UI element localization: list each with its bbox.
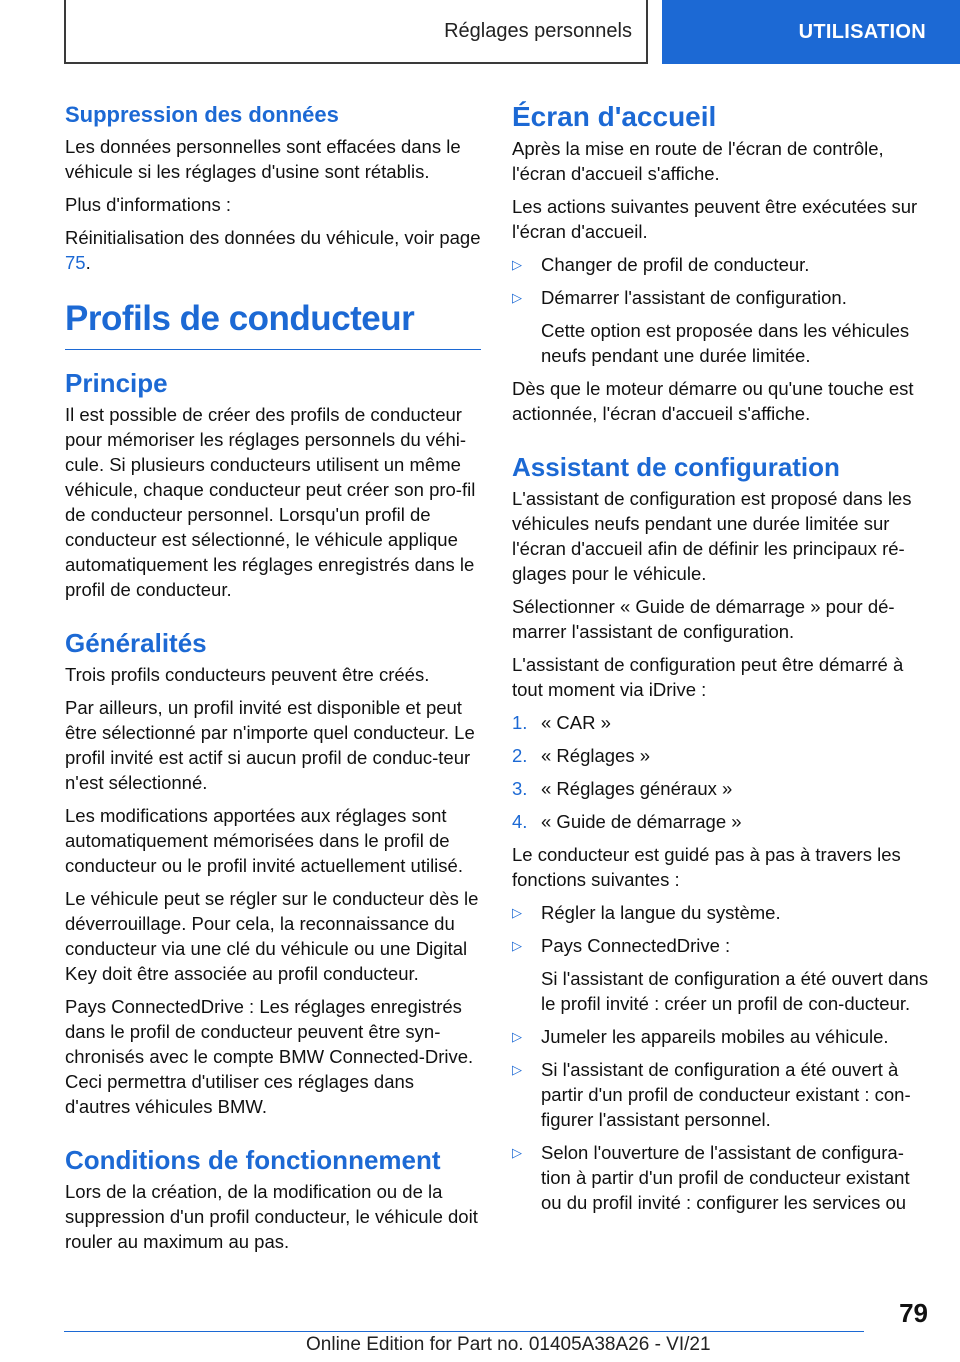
step-text: « Réglages généraux » [541,778,733,799]
triangle-bullet-icon: ▷ [512,290,522,305]
step-item [512,710,932,735]
spacer [65,1127,481,1143]
step-item [512,743,932,768]
list-item-text: Changer de profil de conducteur. [541,254,810,275]
footer-divider [64,1331,864,1332]
spacer [65,610,481,626]
triangle-bullet-icon: ▷ [512,905,522,920]
generalites-heading: Généralités [65,628,207,658]
footer-edition: Online Edition for Part no. 01405A38A26 - VI/21 [306,1334,711,1355]
generalites-para-3: Les modifications apportées aux réglages sont automatiquement mémorisées dans le profil de conducteur ou le profil invité actuellement utilisé. [65,805,463,876]
list-item [512,933,932,958]
principe-heading: Principe [65,368,168,398]
list-item-text: Régler la langue du système. [541,902,781,923]
spacer [512,434,932,450]
header-section [64,0,648,64]
list-item-text: Selon l'ouverture de l'assistant de configura‐tion à partir d'un profil de conducteur existant ou du profil invité : configurer les services ou [541,1142,910,1213]
list-item [512,1140,932,1215]
step-number: 4. [512,811,528,832]
spacer [65,350,481,366]
right-column [512,100,932,1223]
list-item [512,285,932,310]
list-item-subtext: Si l'assistant de configuration a été ouvert dans le profil invité : créer un profil de con‐ducteur. [541,968,929,1014]
header-chapter-tab[interactable] [662,0,960,64]
list-item [512,1057,932,1132]
step-number: 3. [512,778,528,799]
generalites-para-2: Par ailleurs, un profil invité est disponible et peut être sélectionné par n'importe quel conducteur. Le profil invité est actif si aucun profil de conduc‐teur n'est sélectionné. [65,697,475,793]
suppression-para-2: Plus d'informations : [65,194,231,215]
assistant-para-4: Le conducteur est guidé pas à pas à travers les fonctions suivantes : [512,844,901,890]
list-item-text: Pays ConnectedDrive : [541,935,731,956]
list-item [512,900,932,925]
step-text: « Guide de démarrage » [541,811,742,832]
assistant-para-2: Sélectionner « Guide de démarrage » pour dé‐marrer l'assistant de configuration. [512,596,895,642]
suppression-para-3-end: . [85,252,91,273]
list-item [512,252,932,277]
list-item-subtext: Cette option est proposée dans les véhicules neufs pendant une durée limitée. [541,320,910,366]
page-number: 79 [899,1298,928,1328]
step-text: « Réglages » [541,745,651,766]
assistant-heading: Assistant de configuration [512,452,840,482]
list-item [512,1024,932,1049]
ecran-para-3: Dès que le moteur démarre ou qu'une touche est actionnée, l'écran d'accueil s'affiche. [512,378,914,424]
triangle-bullet-icon: ▷ [512,938,522,953]
assistant-para-1: L'assistant de configuration est proposé dans les véhicules neufs pendant une durée limitée sur l'écran d'accueil afin de définir les principaux ré‐glages pour le véhicule. [512,488,912,584]
triangle-bullet-icon: ▷ [512,1062,522,1077]
conditions-heading: Conditions de fonctionnement [65,1145,441,1175]
step-text: « CAR » [541,712,611,733]
ecran-para-2: Les actions suivantes peuvent être exécutées sur l'écran d'accueil. [512,196,918,242]
step-item [512,809,932,834]
header-chapter-label: UTILISATION [798,20,926,43]
step-number: 1. [512,712,528,733]
suppression-heading: Suppression des données [65,102,339,127]
header-section-title: Réglages personnels [444,19,632,42]
triangle-bullet-icon: ▷ [512,257,522,272]
suppression-para-1: Les données personnelles sont effacées dans le véhicule si les réglages d'usine sont rétablis. [65,136,461,182]
ecran-para-1: Après la mise en route de l'écran de contrôle, l'écran d'accueil s'affiche. [512,138,884,184]
assistant-para-3: L'assistant de configuration peut être démarré à tout moment via iDrive : [512,654,904,700]
list-item-text: Démarrer l'assistant de configuration. [541,287,847,308]
left-column [65,100,481,1262]
generalites-para-1: Trois profils conducteurs peuvent être créés. [65,664,430,685]
triangle-bullet-icon: ▷ [512,1029,522,1044]
suppression-para-3 [65,225,481,275]
suppression-para-3-text: Réinitialisation des données du véhicule, voir page [65,227,481,248]
page-link-75[interactable]: 75 [65,252,86,273]
conditions-para-1: Lors de la création, de la modification ou de la suppression d'un profil conducteur, le véhicule doit rouler au maximum au pas. [65,1181,478,1252]
principe-para-1: Il est possible de créer des profils de conducteur pour mémoriser les réglages personnels du véhi‐cule. Si plusieurs conducteurs utilisent un même véhicule, chaque conducteur peut créer son pro‐fil de conducteur personnel. Lorsqu'un profil de conducteur est sélectionné, le véhicule applique automatiquement les réglages enregistrés dans le profil de conducteur. [65,404,476,600]
step-item [512,776,932,801]
step-number: 2. [512,745,528,766]
generalites-para-5: Pays ConnectedDrive : Les réglages enregistrés dans le profil de conducteur peuvent être syn‐chronisés avec le compte BMW Connected‐Drive. Ceci permettra d'utiliser ces réglages dans d'autres véhicules BMW. [65,996,474,1117]
generalites-para-4: Le véhicule peut se régler sur le conducteur dès le déverrouillage. Pour cela, la reconnaissance du conducteur via une clé du véhicule ou une Digital Key doit être associée au profil conducteur. [65,888,479,984]
list-item-text: Si l'assistant de configuration a été ouvert à partir d'un profil de conducteur existant : con‐figurer l'assistant personnel. [541,1059,911,1130]
triangle-bullet-icon: ▷ [512,1145,522,1160]
profils-heading: Profils de conducteur [65,297,481,350]
list-item-text: Jumeler les appareils mobiles au véhicule. [541,1026,889,1047]
ecran-heading: Écran d'accueil [512,101,717,132]
